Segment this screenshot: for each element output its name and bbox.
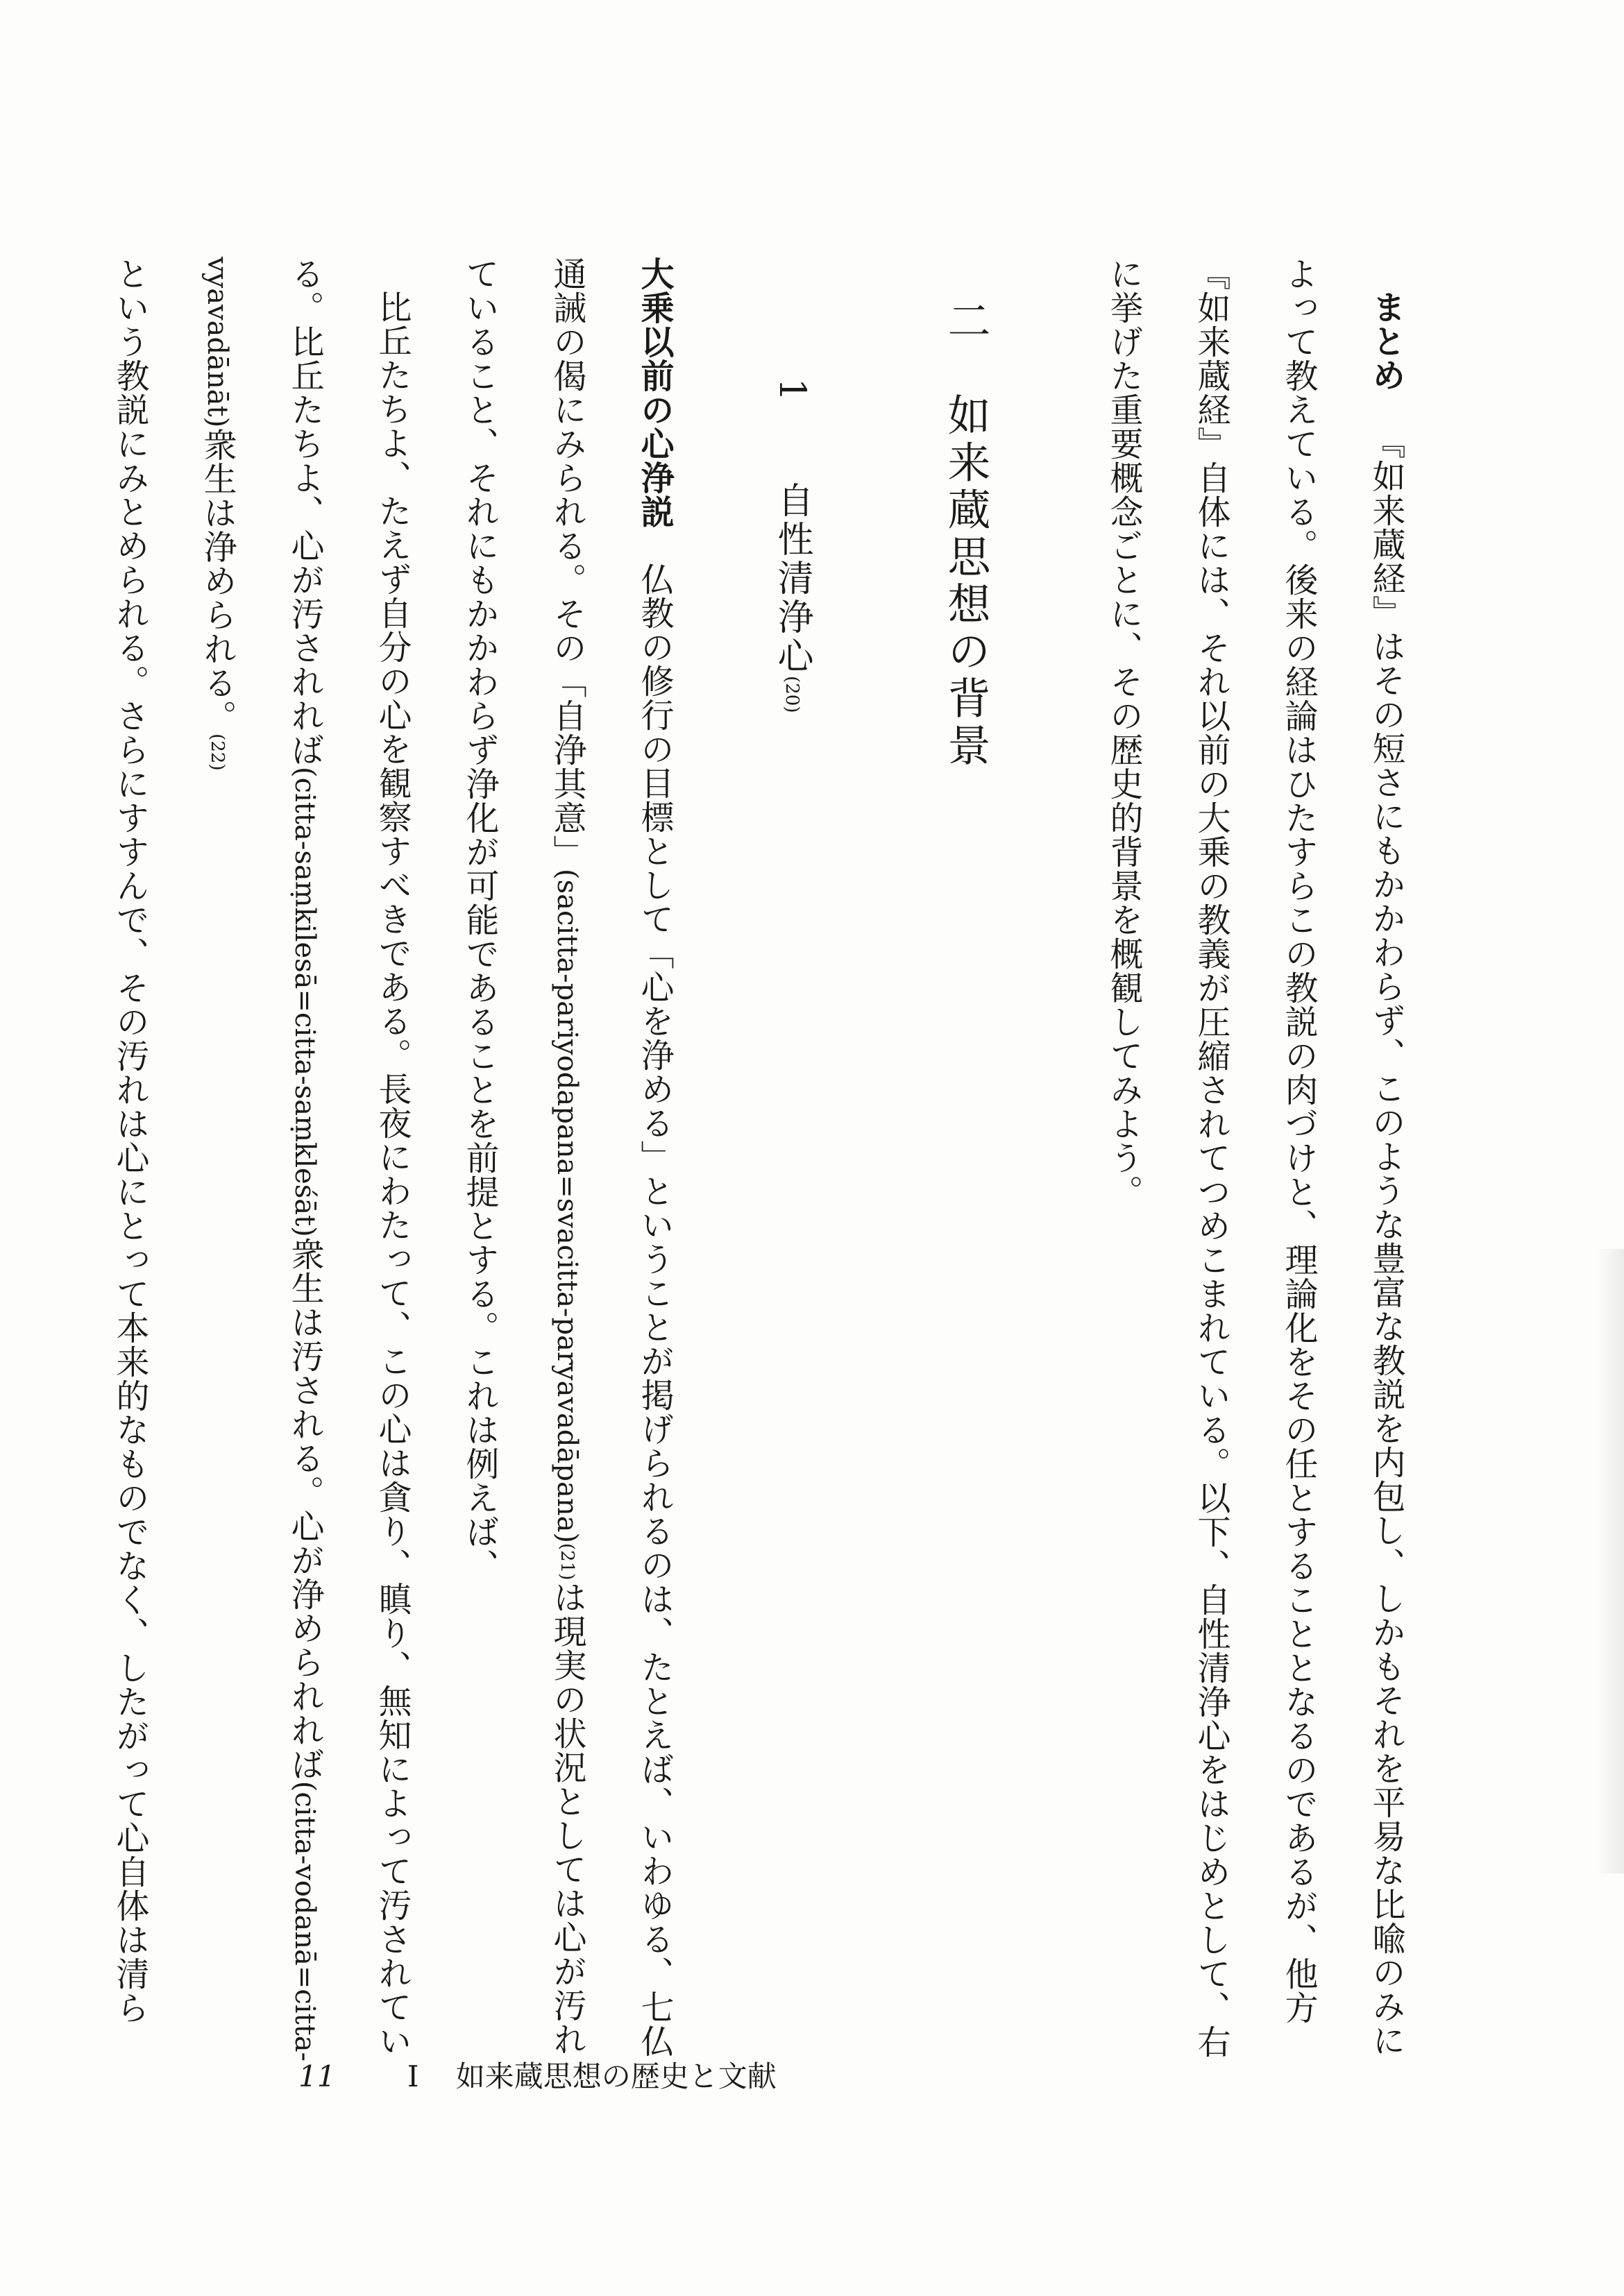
- closing-paragraph: [86, 257, 174, 2075]
- section-title: 如来蔵思想の背景: [940, 393, 991, 770]
- paragraph1-roman-a: (sacitta-pariyodapana=svacitta-paryavadāpana): [551, 869, 583, 1544]
- quote-paragraph: [174, 257, 436, 2075]
- subsection-heading: [740, 257, 844, 2075]
- paragraph-pre-mahayana: [436, 257, 698, 2075]
- section-number: 二: [940, 298, 991, 346]
- subsection-number: 1: [771, 378, 813, 405]
- note-ref-22: (22): [207, 733, 228, 771]
- paragraph2-roman-a: (citta-saṃkilesā=citta-saṃkleśāt): [289, 767, 321, 1237]
- paragraph3-text: という教説にみとめられる。さらにすすんで、その汚れは心にとって本来的なものでなく、したがって心自体は清ら: [110, 257, 149, 2025]
- page-footer: [298, 2054, 777, 2095]
- part-number: I: [407, 2059, 419, 2093]
- paragraph1-text-b: は現実の状況としては心が汚れていること、それにもかかわらず浄化が可能であることを前提とする。これは例えば、: [460, 257, 586, 2057]
- paragraph2-text-b: 衆生は汚される。心が浄められれば: [285, 1236, 324, 1781]
- page-number: 11: [298, 2059, 336, 2093]
- note-ref-20: (20): [781, 676, 802, 713]
- paragraph2-roman-b: (citta-vodanā=citta-vyavadānāt): [201, 257, 321, 2062]
- scan-edge-shadow: [1596, 1249, 1624, 1873]
- vertical-text-block: [110, 257, 1430, 2075]
- summary-text: 『如来蔵経』はその短さにもかかわらず、このような豊富な教説を内包し、しかもそれを平易な比喩のみによって教えている。後来の経論はひたすらこの教説の肉づけと、理論化をその任とすることとなるのであるが、他方『如来蔵経』自体には、それ以前の大乗の教義が圧縮されてつめこまれている。以下、自性清浄心をはじめとして、右に挙げた重要概念ごとに、その歴史的背景を概観してみよう。: [1104, 257, 1405, 2059]
- note-ref-21: (21): [557, 1543, 577, 1581]
- paragraph2-text-a: 比丘たちよ、たえず自分の心を観察すべきである。長夜にわたって、この心は貪り、瞋り、無知によって汚されている。比丘たちよ、心が汚されれば: [285, 257, 412, 2058]
- part-title: 如来蔵思想の歴史と文献: [455, 2059, 777, 2093]
- subsection-title: 自性清浄心: [771, 482, 813, 677]
- section-heading: [913, 257, 1017, 2075]
- paragraph1-text-a: 仏教の修行の目標として「心を浄める」ということが掲げられるのは、たとえば、いわゆる、七仏通誡の偈にみられる。その「自浄其意」: [548, 257, 674, 2058]
- summary-paragraph: [1080, 257, 1430, 2075]
- paragraph2-text-c: 衆生は浄められる。: [198, 427, 237, 734]
- paragraph-lead: 大乗以前の心浄説: [635, 257, 674, 529]
- summary-lead: まとめ: [1367, 290, 1405, 392]
